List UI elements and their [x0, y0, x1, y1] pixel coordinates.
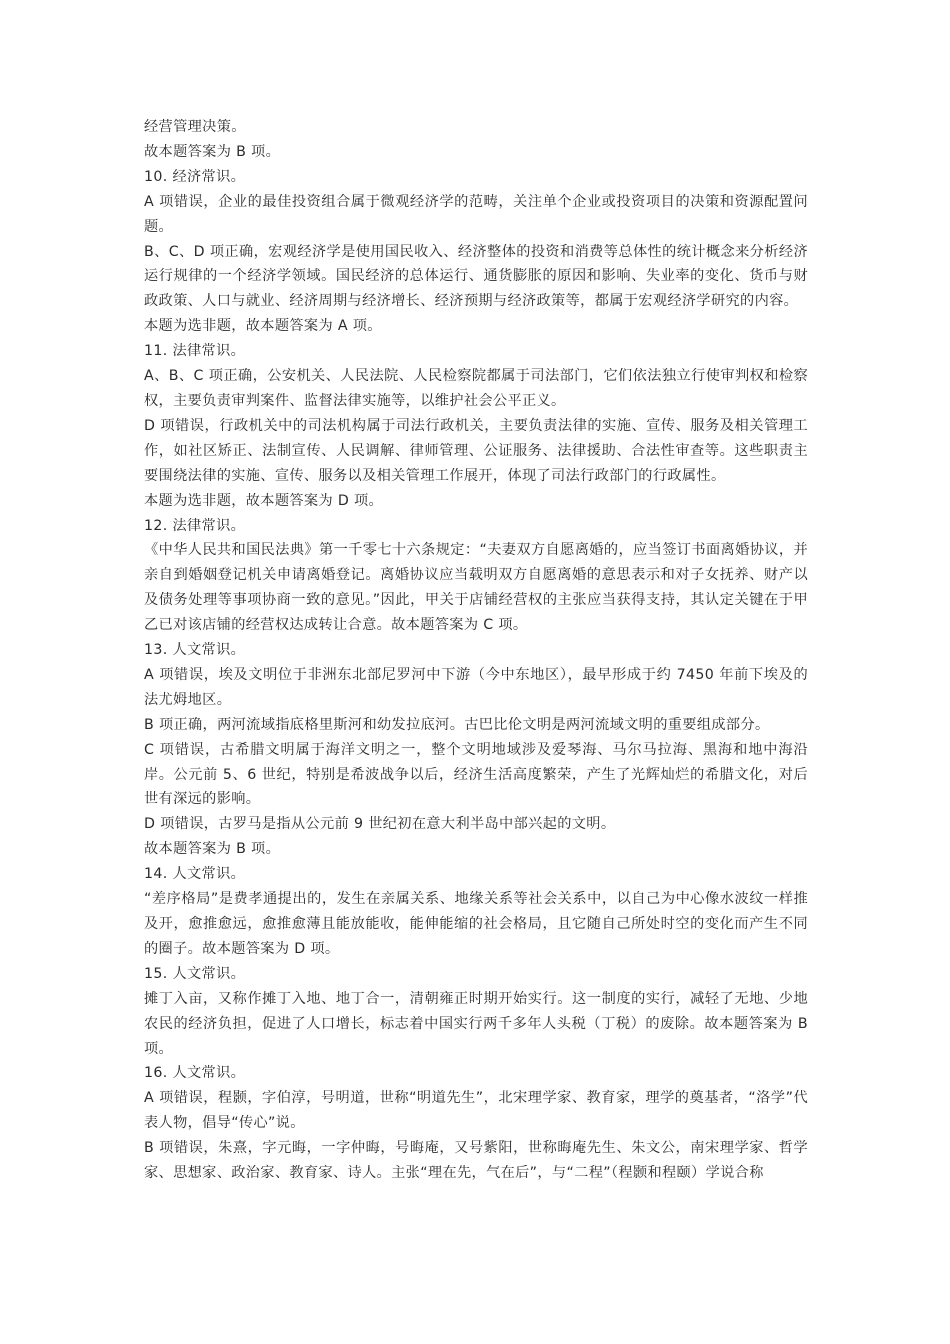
paragraph: A、B、C 项正确，公安机关、人民法院、人民检察院都属于司法部门，它们依法独立行使审判权和检察权，主要负责审判案件、监督法律实施等，以维护社会公平正义。 — [144, 368, 808, 409]
paragraph: C 项错误，古希腊文明属于海洋文明之一，整个文明地域涉及爱琴海、马尔马拉海、黑海和地中海沿岸。公元前 5、6 世纪，特别是希波战争以后，经济生活高度繁荣，产生了光辉灿烂的希腊文化，对后世有深远的影响。 — [144, 741, 808, 808]
paragraph: B 项正确，两河流域指底格里斯河和幼发拉底河。古巴比伦文明是两河流域文明的重要组成部分。 — [144, 716, 770, 733]
paragraph: A 项错误，埃及文明位于非洲东北部尼罗河中下游（今中东地区），最早形成于约 7450 年前下埃及的法尤姆地区。 — [144, 666, 808, 708]
paragraph: 本题为选非题，故本题答案为 D 项。 — [144, 492, 384, 509]
question-heading: 12. 法律常识。 — [144, 517, 246, 534]
paragraph: B、C、D 项正确，宏观经济学是使用国民收入、经济整体的投资和消费等总体性的统计概念来分析经济运行规律的一个经济学领域。国民经济的总体运行、通货膨胀的原因和影响、失业率的变化、货币与财政政策、人口与就业、经济周期与经济增长、经济预期与经济政策等，都属于宏观经济学研究的内容。 — [144, 243, 808, 310]
paragraph: 故本题答案为 B 项。 — [144, 841, 281, 858]
question-heading: 14. 人文常识。 — [144, 866, 246, 883]
question-heading: 16. 人文常识。 — [144, 1065, 246, 1082]
paragraph: D 项错误，古罗马是指从公元前 9 世纪初在意大利半岛中部兴起的文明。 — [144, 816, 616, 833]
document-page — [144, 115, 808, 1186]
paragraph: 《中华人民共和国民法典》第一千零七十六条规定：“夫妻双方自愿离婚的，应当签订书面离婚协议，并亲自到婚姻登记机关申请离婚登记。离婚协议应当载明双方自愿离婚的意思表示和对子女抚养、财产以及债务处理等事项协商一致的意见。”因此，甲关于店铺经营权的主张应当获得支持，其认定关键在于甲乙已对该店铺的经营权达成转让合意。故本题答案为 C 项。 — [144, 542, 808, 634]
paragraph: 本题为选非题，故本题答案为 A 项。 — [144, 318, 382, 335]
question-heading: 10. 经济常识。 — [144, 168, 246, 185]
paragraph: 经营管理决策。 — [144, 119, 246, 135]
question-heading: 11. 法律常识。 — [144, 343, 246, 360]
paragraph: B 项错误，朱熹，字元晦，一字仲晦，号晦庵，又号紫阳，世称晦庵先生、朱文公，南宋理学家、哲学家、思想家、政治家、教育家、诗人。主张“理在先，气在后”，与“二程”（程颢和程颐）学说合称 — [144, 1140, 808, 1182]
question-heading: 15. 人文常识。 — [144, 965, 246, 982]
question-heading: 13. 人文常识。 — [144, 642, 246, 659]
paragraph: A 项错误，程颢，字伯淳，号明道，世称“明道先生”，北宋理学家、教育家，理学的奠基者，“洛学”代表人物，倡导“传心”说。 — [144, 1090, 808, 1132]
paragraph: 故本题答案为 B 项。 — [144, 143, 281, 160]
paragraph: 摊丁入亩，又称作摊丁入地、地丁合一，清朝雍正时期开始实行。这一制度的实行，减轻了无地、少地农民的经济负担，促进了人口增长，标志着中国实行两千多年人头税（丁税）的废除。故本题答案为 B 项。 — [144, 990, 808, 1057]
paragraph: D 项错误，行政机关中的司法机构属于司法行政机关，主要负责法律的实施、宣传、服务及相关管理工作，如社区矫正、法制宣传、人民调解、律师管理、公证服务、法律援助、合法性审查等。这些职责主要围绕法律的实施、宣传、服务以及相关管理工作展开，体现了司法行政部门的行政属性。 — [144, 417, 808, 484]
paragraph: “差序格局”是费孝通提出的，发生在亲属关系、地缘关系等社会关系中，以自己为中心像水波纹一样推及开，愈推愈远，愈推愈薄且能放能收，能伸能缩的社会格局，且它随自己所处时空的变化而产生不同的圈子。故本题答案为 D 项。 — [144, 891, 808, 957]
paragraph: A 项错误，企业的最佳投资组合属于微观经济学的范畴，关注单个企业或投资项目的决策和资源配置问题。 — [144, 193, 808, 235]
